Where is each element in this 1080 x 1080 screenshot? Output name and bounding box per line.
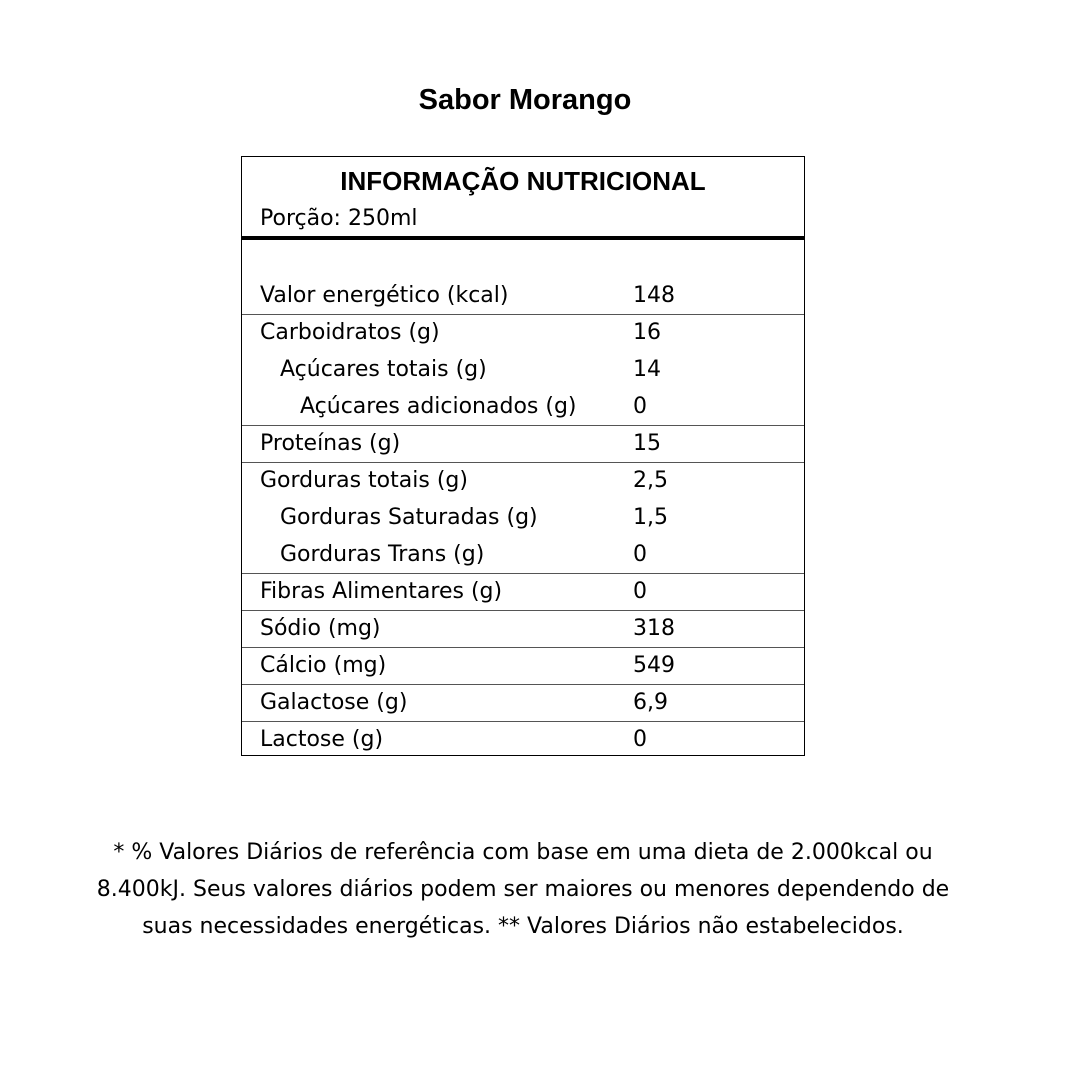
nutrient-value: 148 (633, 283, 675, 308)
nutrient-value: 6,9 (633, 690, 668, 715)
nutrient-table (242, 278, 804, 759)
nutrient-label: Gorduras Saturadas (g) (280, 505, 538, 530)
nutrient-label: Carboidratos (g) (260, 320, 440, 345)
thick-divider (242, 236, 804, 240)
nutrient-row-fiber (242, 574, 804, 611)
nutrient-label: Proteínas (g) (260, 431, 401, 456)
nutrient-value: 0 (633, 542, 647, 567)
nutrient-row-energy (242, 278, 804, 315)
nutrient-value: 1,5 (633, 505, 668, 530)
panel-title: INFORMAÇÃO NUTRICIONAL (340, 166, 706, 196)
nutrient-row-lactose (242, 722, 804, 759)
portion-size: Porção: 250ml (260, 206, 418, 231)
nutrient-row-total-sugars (242, 352, 804, 389)
nutrient-label: Gorduras totais (g) (260, 468, 468, 493)
nutrient-value: 318 (633, 616, 675, 641)
nutrient-label: Lactose (g) (260, 727, 384, 752)
nutrient-row-total-fat (242, 463, 804, 500)
nutrient-value: 14 (633, 357, 661, 382)
nutrient-row-calcium (242, 648, 804, 685)
nutrient-row-trans-fat (242, 537, 804, 574)
nutrient-row-saturated-fat (242, 500, 804, 537)
nutrient-value: 549 (633, 653, 675, 678)
nutrition-facts-panel (241, 156, 805, 756)
footnote-line: suas necessidades energéticas. ** Valores Diários não estabelecidos. (142, 914, 904, 939)
nutrient-label: Sódio (mg) (260, 616, 381, 641)
nutrient-label: Valor energético (kcal) (260, 283, 509, 308)
nutrient-label: Gorduras Trans (g) (280, 542, 485, 567)
nutrient-value: 0 (633, 394, 647, 419)
nutrient-label: Fibras Alimentares (g) (260, 579, 503, 604)
nutrient-label: Galactose (g) (260, 690, 408, 715)
nutrient-value: 2,5 (633, 468, 668, 493)
nutrient-row-sodium (242, 611, 804, 648)
nutrient-label: Cálcio (mg) (260, 653, 387, 678)
flavor-title: Sabor Morango (418, 84, 632, 116)
nutrient-value: 15 (633, 431, 661, 456)
nutrient-value: 0 (633, 727, 647, 752)
nutrient-label: Açúcares totais (g) (280, 357, 487, 382)
nutrient-row-added-sugars (242, 389, 804, 426)
footnote-line: * % Valores Diários de referência com base em uma dieta de 2.000kcal ou (113, 840, 933, 865)
nutrient-row-proteins (242, 426, 804, 463)
nutrient-row-carbohydrates (242, 315, 804, 352)
nutrient-value: 16 (633, 320, 661, 345)
nutrient-row-galactose (242, 685, 804, 722)
nutrient-label: Açúcares adicionados (g) (300, 394, 577, 419)
daily-values-footnote (40, 834, 1006, 945)
nutrient-value: 0 (633, 579, 647, 604)
footnote-line: 8.400kJ. Seus valores diários podem ser maiores ou menores dependendo de (96, 877, 950, 902)
